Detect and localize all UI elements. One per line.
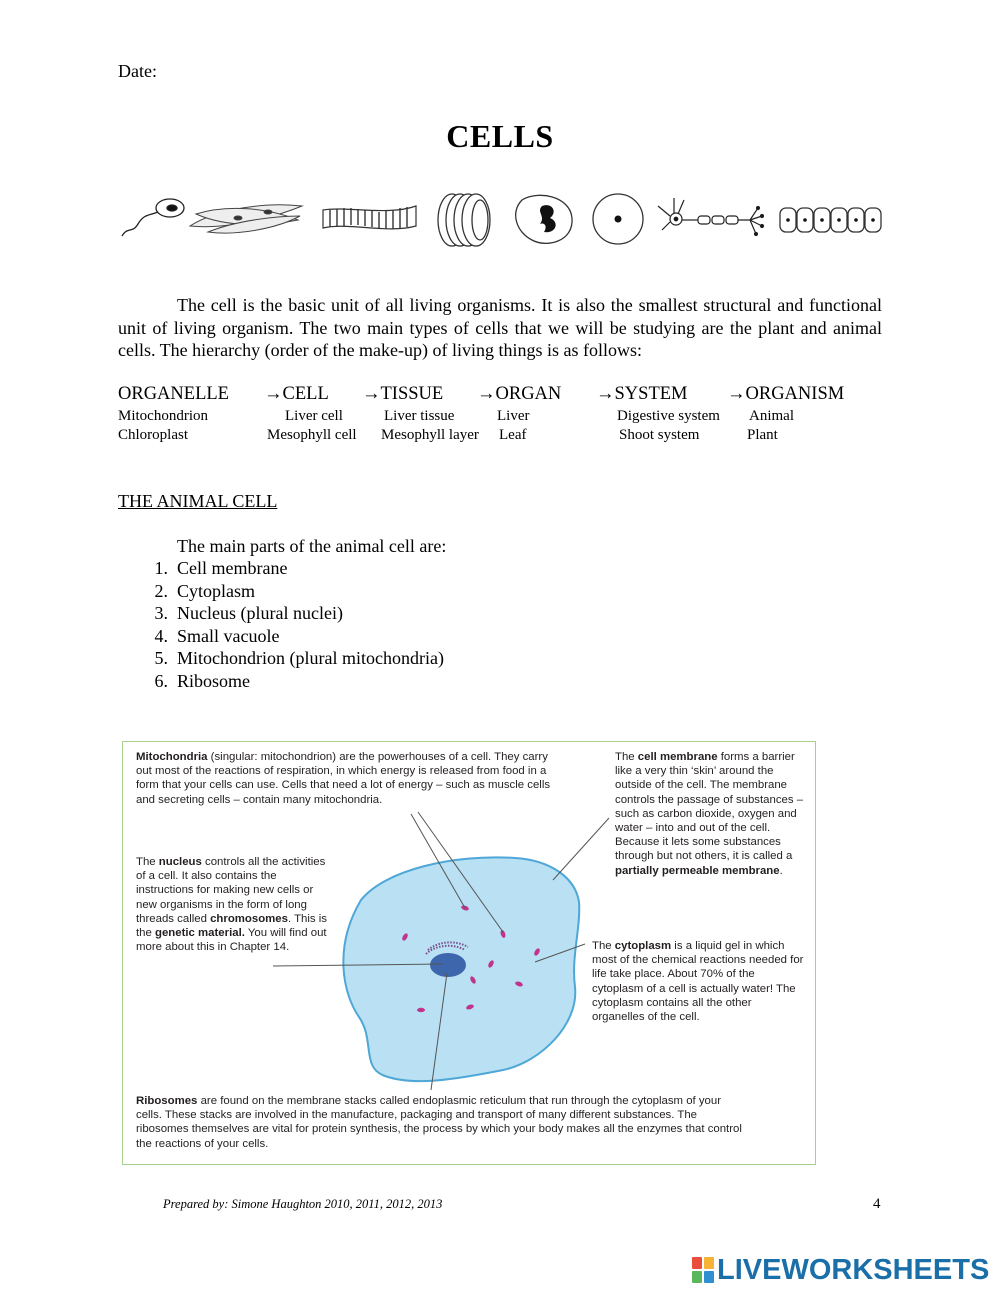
list-text: Ribosome xyxy=(177,670,251,691)
membrane-pre: The xyxy=(615,751,638,763)
cell-types-illustration xyxy=(118,186,884,250)
parts-intro: The main parts of the animal cell are: xyxy=(177,536,447,556)
nucleus-term: nucleus xyxy=(158,856,202,868)
striated-muscle-icon xyxy=(323,206,416,229)
hierarchy-example: Digestive system xyxy=(617,408,720,424)
neuron-icon xyxy=(658,198,764,236)
hierarchy-example: Liver cell xyxy=(285,408,343,424)
muscle-cells-icon xyxy=(190,205,302,233)
hierarchy-example-row xyxy=(0,408,1000,426)
cytoplasm-description: is a liquid gel in which most of the chemical reactions needed for life take place. About 70% of the cytoplasm of a cell is actually water! The cytoplasm contains all the other organelles of the cell. xyxy=(592,940,804,1024)
page-title: CELLS xyxy=(446,118,554,154)
list-number: 1. xyxy=(154,558,168,578)
list-item xyxy=(140,670,444,693)
hierarchy-level: →TISSUE xyxy=(362,384,444,404)
ribosomes-caption xyxy=(136,1094,748,1151)
hierarchy-example: Liver xyxy=(497,408,530,424)
nucleus-mid: . This is the xyxy=(136,912,328,940)
list-number: 3. xyxy=(154,603,168,624)
list-item xyxy=(140,602,444,625)
hierarchy-example: Animal xyxy=(749,408,794,424)
list-text: Mitochondrion (plural mitochondria) xyxy=(177,648,444,669)
hierarchy-example: Plant xyxy=(747,427,778,443)
intro-paragraph: The cell is the basic unit of all living organisms. It is also the smallest structural and functional unit of living organism. The two main types of cells that we will be studying are the plant and animal cells. The hierarchy (order of the make-up) of living things is as follows: xyxy=(118,295,882,360)
hierarchy-levels xyxy=(0,384,1000,406)
list-text: Small vacuole xyxy=(177,625,280,646)
list-number: 5. xyxy=(154,648,168,669)
chromosomes-term: chromosomes xyxy=(210,912,288,925)
cell-membrane-caption xyxy=(615,750,805,878)
animal-cell-diagram xyxy=(122,741,816,1165)
nucleus-pre: The xyxy=(136,856,159,868)
list-item xyxy=(140,625,444,648)
liveworksheets-brand-text: LIVEWORKSHEETS xyxy=(717,1253,990,1286)
cytoplasm-pre: The xyxy=(592,940,615,952)
epithelial-cells-icon xyxy=(780,208,881,232)
membrane-description: forms a barrier like a very thin ‘skin’ around the outside of the cell. The membrane controls the passage of substances – such as carbon dioxide, oxygen and water – into and out of the cell. Because it lets some substances through but not others, it is called a xyxy=(615,751,804,863)
page-number: 4 xyxy=(873,1196,881,1212)
section-heading-animal-cell: THE ANIMAL CELL xyxy=(118,491,278,511)
footer-credit: Prepared by: Simone Haughton 2010, 2011, 2012, 2013 xyxy=(163,1197,443,1211)
genetic-material-term: genetic material. xyxy=(155,927,245,940)
list-text: Cytoplasm xyxy=(177,580,256,601)
hierarchy-level: ORGANELLE xyxy=(118,384,229,404)
mitochondria-term: Mitochondria xyxy=(136,751,208,763)
date-label: Date: xyxy=(118,61,157,81)
sperm-cell-icon xyxy=(122,199,184,236)
hierarchy-example: Mesophyll layer xyxy=(381,427,479,443)
nucleus-description: controls all the activities of a cell. It also contains the instructions for making new cells or new organisms in the form of long threads called xyxy=(136,856,326,925)
hierarchy-example: Shoot system xyxy=(619,427,700,443)
list-number: 2. xyxy=(154,580,168,601)
liveworksheets-logo-icon xyxy=(692,1257,714,1283)
animal-cell-parts-list xyxy=(140,557,444,693)
hierarchy-example: Mesophyll cell xyxy=(267,427,357,443)
ribosomes-term: Ribosomes xyxy=(136,1095,198,1107)
hierarchy-level: →SYSTEM xyxy=(596,384,688,404)
ribosomes-description: are found on the membrane stacks called endoplasmic reticulum that run through the cytoplasm of your cells. These stacks are involved in the manufacture, packaging and transport of many different substances. The ribosomes themselves are vital for protein synthesis, the process by which your body makes all the enzymes that control the reactions of your cells. xyxy=(136,1095,742,1150)
hierarchy-example: Chloroplast xyxy=(118,427,188,443)
list-item xyxy=(140,580,444,603)
hierarchy-example: Liver tissue xyxy=(384,408,455,424)
list-item xyxy=(140,647,444,670)
list-item xyxy=(140,557,444,580)
mitochondria-caption xyxy=(136,750,556,807)
hierarchy-example-row xyxy=(0,427,1000,445)
membrane-end: . xyxy=(779,864,783,877)
cytoplasm-caption xyxy=(592,939,806,1024)
hierarchy-level: →CELL xyxy=(264,384,329,404)
hierarchy-example: Mitochondrion xyxy=(118,408,208,424)
list-number: 6. xyxy=(154,670,168,691)
hierarchy-level: →ORGANISM xyxy=(727,384,845,404)
round-cell-icon xyxy=(593,194,643,244)
liveworksheets-logo[interactable] xyxy=(692,1254,989,1286)
list-number: 4. xyxy=(154,625,168,646)
white-blood-cell-icon xyxy=(516,195,572,243)
list-text: Cell membrane xyxy=(177,558,288,578)
nucleus-shape xyxy=(430,953,466,977)
list-text: Nucleus (plural nuclei) xyxy=(177,603,343,624)
hierarchy-example: Leaf xyxy=(499,427,527,443)
hierarchy-level: →ORGAN xyxy=(477,384,562,404)
nucleus-caption xyxy=(136,855,332,954)
cytoplasm-term: cytoplasm xyxy=(614,940,672,952)
mitochondria-description: (singular: mitochondrion) are the powerhouses of a cell. They carry out most of the reactions of respiration, in which energy is released from food in a form that your cells can use. Cells that need a lot of energy – such as muscle cells and secreting cells – contain many mitochondria. xyxy=(136,751,551,806)
stacked-disc-cell-icon xyxy=(438,194,490,246)
membrane-term: cell membrane xyxy=(637,751,718,763)
permeable-membrane-term: partially permeable membrane xyxy=(615,864,780,877)
nucleus-end: You will find out more about this in Chapter 14. xyxy=(136,927,327,954)
